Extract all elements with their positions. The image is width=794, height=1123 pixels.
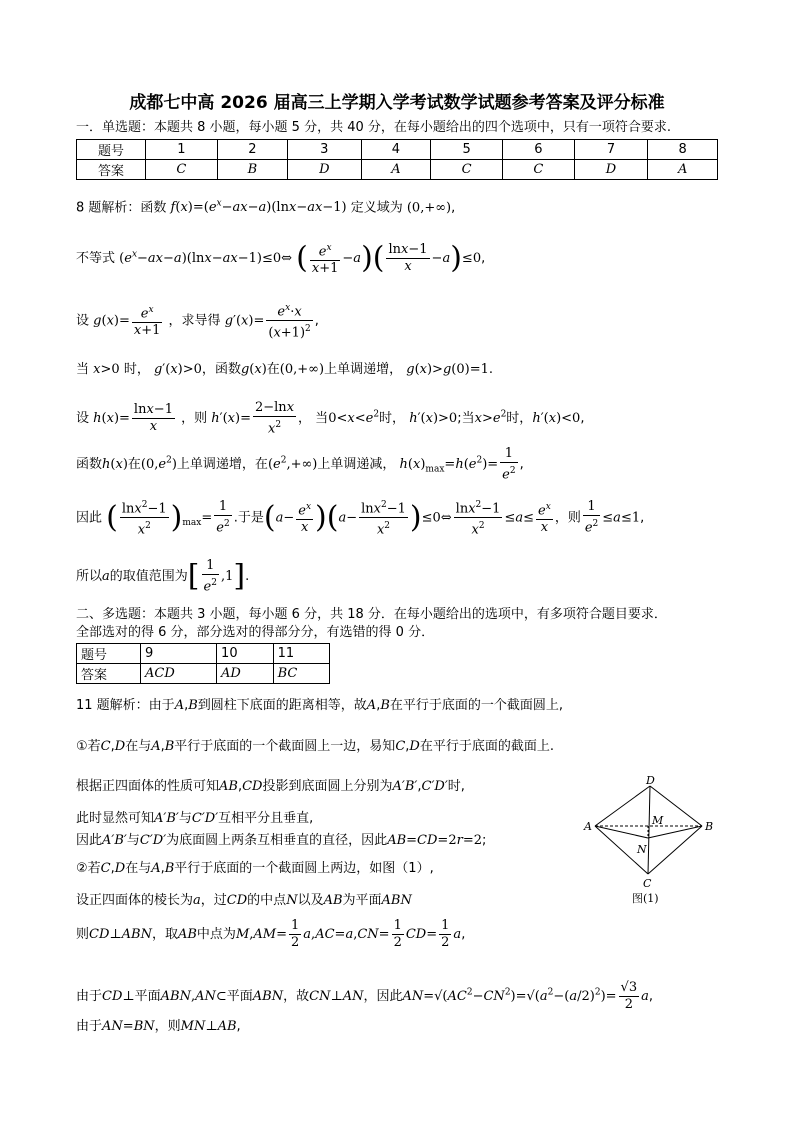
table-cell: 11 — [273, 644, 329, 664]
text: ②若 — [76, 861, 101, 876]
section2-heading-1: 二、多选题：本题共 3 小题，每小题 6 分，共 18 分．在每小题给出的选项中，有多项符合题目要求． — [76, 607, 667, 622]
q8-line-1: 8 题解析：函数 $f(x)=(e^x-ax-a)(\ln x-ax-1)$ 定义域为 (0,+∞), — [76, 199, 456, 216]
text: 则 — [76, 927, 90, 942]
q11-line-1: 11 题解析：由于A,B到圆柱下底面的距离相等，故A,B在平行于底面的一个截面圆上, — [76, 698, 564, 713]
text: 设正四面体的棱长为 — [76, 893, 194, 908]
edge-DA — [595, 786, 650, 826]
table-cell: A — [648, 160, 718, 180]
q8-increasing-2: 上单调递增， — [176, 457, 255, 473]
q8-func-word: 函数 — [214, 362, 241, 377]
q8-in: 在 — [266, 362, 280, 377]
text: 平面 — [226, 989, 253, 1004]
q8-line-2: 不等式 $(e^x-ax-a)(\ln x-ax-1)\le 0\Leftrightarrow$ ( $\frac{e^x}{x+1}$ −a)( $\frac{\ln x-1}{x}$ −a)≤0, — [76, 240, 486, 277]
q8-range-label: 所以 — [76, 569, 103, 585]
q8-decreasing: 上单调递减， — [317, 457, 396, 473]
label-N: N — [637, 843, 647, 856]
label-B: B — [705, 820, 714, 833]
q8-when-2: 当 — [315, 411, 329, 427]
table-cell: AD — [217, 664, 274, 684]
single-choice-answer-table — [76, 139, 718, 180]
text: 到圆柱下底面的距离相等，故 — [197, 698, 367, 713]
table-cell: 9 — [141, 644, 217, 664]
q8-in-2: 在 — [127, 457, 141, 473]
q8-therefore: 因此 — [76, 510, 103, 526]
section1-heading: 一．单选题：本题共 8 小题，每小题 5 分，共 40 分，在每小题给出的四个选项中，只有一项符合要求. — [76, 120, 672, 135]
text: 在与 — [125, 861, 152, 876]
q8-line-6: 函数h(x)在$(0,e^2)$上单调递增，在$(e^2,+\infty)$上单调递减， $h(x)_{max}=h(e^2)=$ $\frac{1}{e^2}$ , — [76, 446, 524, 483]
text: 平面 — [134, 989, 161, 1004]
text: 在平行于底面的截面上. — [419, 739, 554, 754]
label-M: M — [652, 814, 664, 827]
text: 时, — [447, 779, 465, 794]
text: 因此 — [76, 833, 103, 848]
text: 11 题解析：由于 — [76, 698, 175, 713]
text: 与 — [126, 833, 140, 848]
table-cell: BC — [273, 664, 329, 684]
text: 以及 — [297, 893, 324, 908]
q8-range-text: 的取值范围为 — [109, 569, 188, 585]
text: 在与 — [125, 739, 152, 754]
row-label-question: 题号 — [77, 644, 141, 664]
q11-line-3: 根据正四面体的性质可知AB,CD投影到底面圆上分别为A′B′,C′D′时, — [76, 779, 465, 794]
text: 平行于底面的一个截面圆上一边，易知 — [174, 739, 396, 754]
text: 投影到底面圆上分别为 — [262, 779, 393, 794]
q8-in-3: 在 — [254, 457, 268, 473]
q11-line-9: 由于CD⊥平面ABN,AN⊂平面ABN，故CN⊥AN，因此$AN=√(AC^2-CN^2)=√(a^2-(a/2)^2)=$ $\frac{√3}{2}$ a, — [76, 980, 654, 1012]
q8-intro-text: 8 题解析：函数 — [76, 200, 167, 216]
segment-AN — [595, 826, 648, 838]
text: 在平行于底面的一个截面圆上, — [389, 698, 564, 713]
q8-so-then: .于是 — [233, 510, 264, 526]
multi-choice-answer-table — [76, 643, 330, 684]
q8-line-7: 因此 ( $\frac{\ln x^2-1}{x^2}$ )$_{max}=$ $\frac{1}{e^2}$ .于是(a− $\frac{e^x}{x}$ )(a− $\frac{\ln x^2-1}{x^2}$ )≤0⇔ $\frac{\ln x^2-1}{x^2}$ ≤a≤ $\frac{e^x}{x}$ ，则 $\frac{1}{e^2}$ ≤a≤1, — [76, 497, 644, 539]
text: 此时显然可知 — [76, 811, 155, 826]
text: ①若 — [76, 739, 101, 754]
table-row — [77, 140, 718, 160]
row-label-question: 题号 — [77, 140, 146, 160]
q8-set-h: 设 — [76, 411, 90, 427]
page-title: 成都七中高 2026 届高三上学期入学考试数学试题参考答案及评分标准 — [129, 93, 665, 113]
text: ，因此 — [363, 989, 403, 1004]
table-cell: 2 — [217, 140, 287, 160]
table-cell: D — [574, 160, 648, 180]
q8-func-word-2: 函数 — [76, 457, 103, 473]
q8-when-tail: 时， — [123, 362, 150, 377]
table-row — [77, 644, 330, 664]
text: ，则 — [154, 1019, 181, 1034]
table-cell: 4 — [361, 140, 431, 160]
q11-line-8: 则CD⊥ABN，取AB中点为M,AM= $\frac{1}{2}$ a,AC=a,CN= $\frac{1}{2}$ CD= $\frac{1}{2}$ a, — [76, 918, 466, 950]
q11-line-5: 因此A′B′与C′D′为底面圆上两条互相垂直的直径，因此AB=CD=2r=2; — [76, 833, 487, 848]
q8-line-4: 当 x>0 时， g′(x)>0，函数g(x)在(0,+∞)上单调递增， g(x)>g(0)=1. — [76, 362, 493, 377]
text: 根据正四面体的性质可知 — [76, 779, 220, 794]
table-cell: ACD — [141, 664, 217, 684]
label-D: D — [646, 776, 655, 787]
text: 与 — [178, 811, 192, 826]
text: ，取 — [151, 927, 178, 942]
text: 中点为 — [196, 927, 236, 942]
table-cell: 8 — [648, 140, 718, 160]
edge-BC — [648, 826, 702, 874]
text: ，过 — [200, 893, 227, 908]
table-cell: D — [288, 160, 362, 180]
q8-line-3: 设 g(x)= $\frac{e^x}{x+1}$ ，求导得 g′(x)= $\frac{e^x\cdot x}{(x+1)^2}$ , — [76, 300, 319, 342]
table-row — [77, 664, 330, 684]
q11-line-2: ①若C,D在与A,B平行于底面的一个截面圆上一边，易知C,D在平行于底面的截面上. — [76, 739, 554, 754]
q11-line-7: 设正四面体的棱长为a，过CD的中点N以及AB为平面ABN — [76, 893, 412, 908]
table-cell: 10 — [217, 644, 274, 664]
row-label-answer: 答案 — [77, 160, 146, 180]
q8-line-8: 所以a的取值范围为[ $\frac{1}{e^2}$ ,1]. — [76, 558, 250, 595]
text: 互相平分且垂直, — [218, 811, 314, 826]
q11-line-6: ②若C,D在与A,B平行于底面的一个截面圆上两边，如图（1）, — [76, 861, 434, 876]
q8-thus: ，则 — [554, 510, 581, 526]
text: 的中点 — [247, 893, 287, 908]
text: 为平面 — [342, 893, 382, 908]
tetrahedron-figure — [580, 776, 720, 906]
table-row — [77, 160, 718, 180]
table-cell: 5 — [431, 140, 503, 160]
q11-line-10: 由于AN=BN，则MN⊥AB, — [76, 1019, 241, 1034]
text: 为底面圆上两条互相垂直的直径，因此 — [166, 833, 388, 848]
q8-then: ，则 — [181, 411, 208, 427]
q8-ineq-label: 不等式 — [76, 251, 116, 267]
table-cell: C — [431, 160, 503, 180]
q11-line-4: 此时显然可知A′B′与C′D′互相平分且垂直, — [76, 811, 314, 826]
q8-domain-text: 定义域为 — [350, 200, 403, 216]
segment-BN — [648, 826, 702, 838]
q8-when: 当 — [76, 362, 90, 377]
q8-case2-tail: 时， — [506, 411, 533, 427]
text: 由于 — [76, 989, 103, 1004]
table-cell: A — [361, 160, 431, 180]
table-cell: B — [217, 160, 287, 180]
q8-deriv-label: ，求导得 — [168, 313, 221, 329]
table-cell: 3 — [288, 140, 362, 160]
text: ，故 — [283, 989, 310, 1004]
text: 平行于底面的一个截面圆上两边，如图（1）, — [174, 861, 434, 876]
text: 由于 — [76, 1019, 103, 1034]
table-cell: C — [502, 160, 574, 180]
table-cell: C — [146, 160, 218, 180]
figure-caption: 图(1) — [632, 892, 659, 905]
label-C: C — [643, 877, 652, 890]
q8-line-5: 设 h(x)= $\frac{\ln x-1}{x}$ ，则 h′(x)= $\frac{2-\ln x}{x^2}$ ， 当$0<x<e^2$时， h′(x)>0;当$x>e^2$时，h′(x)<0, — [76, 400, 585, 437]
q8-increasing: 上单调递增， — [324, 362, 403, 377]
label-A: A — [584, 820, 592, 833]
table-cell: 6 — [502, 140, 574, 160]
table-cell: 1 — [146, 140, 218, 160]
q8-case1-tail: 时， — [379, 411, 406, 427]
row-label-answer: 答案 — [77, 664, 141, 684]
q8-set-label: 设 — [76, 313, 90, 329]
table-cell: 7 — [574, 140, 648, 160]
q8-when-3: 当 — [461, 411, 475, 427]
section2-heading-2: 全部选对的得 6 分，部分选对的得部分分，有选错的得 0 分． — [76, 625, 435, 640]
